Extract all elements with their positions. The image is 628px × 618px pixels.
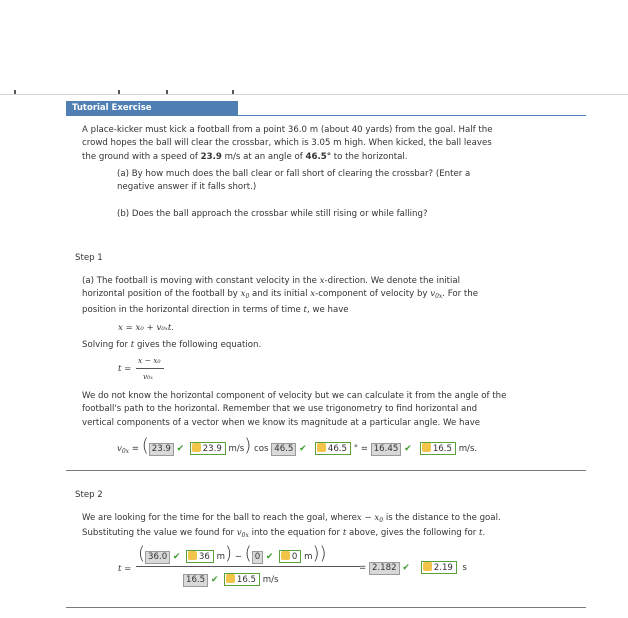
text: , we have bbox=[306, 304, 349, 315]
text: -component of velocity by bbox=[315, 289, 431, 300]
t-answer-input[interactable] bbox=[421, 561, 457, 574]
question-line: negative answer if it falls short.) bbox=[117, 182, 257, 193]
answer-value: 23.9 bbox=[202, 444, 222, 454]
angle-value: 46.5° bbox=[305, 151, 331, 162]
speed-given-box: 23.9 bbox=[149, 443, 174, 456]
problem-statement bbox=[82, 124, 582, 164]
step2-line bbox=[82, 512, 582, 527]
fraction-line bbox=[136, 566, 360, 567]
text: Solving for bbox=[82, 340, 131, 350]
result-given-box: 16.45 bbox=[371, 443, 402, 456]
text: . For the bbox=[442, 289, 479, 300]
key-icon bbox=[192, 443, 201, 452]
step1-line: football's path to the horizontal. Remember that we use trigonometry to find horizontal and bbox=[82, 404, 478, 415]
step1-text bbox=[82, 275, 582, 317]
key-icon bbox=[423, 562, 432, 571]
header-rule bbox=[66, 115, 586, 116]
paren-close: ) bbox=[244, 435, 252, 456]
x0-answer-input[interactable] bbox=[279, 550, 301, 563]
check-icon: ✔ bbox=[402, 563, 410, 573]
t-result bbox=[359, 561, 467, 575]
text: gives the following equation. bbox=[134, 340, 262, 350]
step1-line: We do not know the horizontal component of velocity but we can calculate it from the angle of the bbox=[82, 391, 507, 401]
key-icon bbox=[422, 443, 431, 452]
key-icon bbox=[317, 443, 326, 452]
answer-value: 16.5 bbox=[432, 444, 452, 454]
position-equation: x = x₀ + v₀ₓt. bbox=[118, 323, 175, 333]
solving-text bbox=[82, 339, 261, 352]
check-icon: ✔ bbox=[172, 552, 181, 562]
equals: = bbox=[360, 444, 368, 454]
part-b-question: (b) Does the ball approach the crossbar while still rising or while falling? bbox=[117, 209, 428, 219]
sym: x bbox=[240, 289, 246, 300]
t-equals: t = bbox=[118, 564, 132, 574]
step2-label: Step 2 bbox=[75, 490, 103, 500]
unit: m bbox=[304, 552, 313, 562]
unit: m bbox=[216, 552, 225, 562]
fraction-line bbox=[136, 368, 164, 369]
equals: = bbox=[359, 563, 367, 573]
angle-answer-input[interactable] bbox=[315, 442, 351, 455]
top-divider bbox=[0, 94, 628, 95]
var-x0: $x_0$ bbox=[240, 289, 250, 301]
paren-close: ) bbox=[319, 543, 327, 564]
t-given-box: 2.182 bbox=[369, 562, 400, 575]
step1-line bbox=[82, 288, 582, 303]
var-t: t bbox=[303, 304, 307, 315]
problem-line bbox=[82, 151, 582, 164]
part-a-question bbox=[117, 168, 557, 195]
var-t: t bbox=[479, 528, 483, 539]
step2-line bbox=[82, 527, 582, 542]
unit: m/s. bbox=[458, 444, 478, 454]
paren-close: ) bbox=[224, 543, 232, 564]
text: (a) The football is moving with constant velocity in the bbox=[82, 276, 320, 286]
paren-open: ( bbox=[138, 543, 146, 564]
answer-value: 0 bbox=[291, 552, 298, 562]
key-icon bbox=[188, 551, 197, 560]
equals: = bbox=[131, 444, 139, 454]
var-t: t bbox=[130, 340, 135, 350]
text: Substituting the value we found for bbox=[82, 528, 237, 539]
top-toolbar bbox=[0, 0, 628, 94]
den-answer-input[interactable] bbox=[224, 573, 260, 586]
step2-text bbox=[82, 512, 582, 543]
paren-close: ) bbox=[312, 543, 320, 564]
var-v0x: $v_{0x}$ bbox=[430, 289, 443, 301]
minus: − bbox=[234, 552, 242, 562]
speed-answer-input[interactable] bbox=[190, 442, 226, 455]
step1-line bbox=[82, 304, 582, 317]
text: is the distance to the goal. bbox=[383, 513, 501, 523]
key-icon bbox=[226, 574, 235, 583]
step-divider bbox=[66, 470, 586, 471]
t-denominator: v₀ₓ bbox=[143, 372, 153, 381]
text: to the horizontal. bbox=[331, 151, 408, 162]
cos-label: cos bbox=[254, 444, 269, 454]
check-icon: ✔ bbox=[176, 444, 185, 454]
paren-open: ( bbox=[244, 543, 252, 564]
answer-value: 16.5 bbox=[236, 575, 257, 585]
text: above, gives the following for bbox=[346, 528, 480, 539]
text: into the equation for bbox=[248, 528, 343, 539]
answer-value: 36 bbox=[198, 552, 210, 562]
sym: v bbox=[430, 289, 436, 300]
x-minus-x0: $x - x_0$ bbox=[356, 513, 384, 524]
text: . bbox=[482, 528, 486, 539]
unit: m/s bbox=[228, 444, 245, 454]
tutorial-header: Tutorial Exercise bbox=[66, 101, 238, 115]
key-icon bbox=[281, 551, 290, 560]
den-given-box: 16.5 bbox=[183, 574, 208, 587]
var-t: t bbox=[342, 528, 347, 539]
text: and its initial bbox=[249, 289, 311, 300]
degree-symbol: ° bbox=[353, 444, 359, 454]
check-icon: ✔ bbox=[299, 444, 307, 454]
x-given-box: 36.0 bbox=[145, 551, 170, 564]
answer-value: 2.19 bbox=[433, 563, 453, 573]
text: -direction. We denote the initial bbox=[324, 276, 461, 286]
result-answer-input[interactable] bbox=[420, 442, 456, 455]
step1-label: Step 1 bbox=[75, 253, 103, 263]
var-x: x bbox=[319, 276, 325, 286]
step1-line: vertical components of a vector when we know its magnitude at a particular angle. We have bbox=[82, 417, 481, 428]
t-denominator-expression bbox=[183, 573, 279, 587]
text: horizontal position of the football by bbox=[82, 289, 241, 300]
unit: s bbox=[462, 563, 467, 573]
var-v0x: $v_{0x}$ bbox=[236, 528, 249, 540]
angle-given-box: 46.5 bbox=[271, 443, 296, 456]
v0x-calculation bbox=[117, 437, 477, 458]
step1-explanation bbox=[82, 390, 582, 430]
var-x: x bbox=[310, 289, 316, 300]
t-equals: t = bbox=[118, 364, 132, 374]
sym: x − x bbox=[356, 513, 380, 523]
unit: m/s bbox=[262, 575, 279, 585]
check-icon: ✔ bbox=[265, 552, 274, 562]
t-numerator: x − x₀ bbox=[138, 356, 161, 365]
text: m/s at an angle of bbox=[221, 151, 306, 162]
speed-value: 23.9 bbox=[200, 151, 222, 162]
check-icon: ✔ bbox=[210, 575, 219, 585]
step1-line bbox=[82, 275, 582, 288]
answer-value: 46.5 bbox=[327, 444, 348, 454]
problem-line: A place-kicker must kick a football from a point 36.0 m (about 40 yards) from the goal. Half the bbox=[82, 125, 493, 135]
sym: v bbox=[117, 444, 122, 454]
problem-line: crowd hopes the ball will clear the crossbar, which is 3.05 m high. When kicked, the ball leaves bbox=[82, 138, 492, 149]
v0x-label: $v_{0x}$ bbox=[117, 444, 130, 455]
question-line: (a) By how much does the ball clear or fall short of clearing the crossbar? (Enter a bbox=[117, 169, 471, 179]
t-numerator-expression bbox=[138, 545, 327, 564]
x0-given-box: 0 bbox=[252, 551, 263, 564]
paren-open: ( bbox=[141, 435, 149, 456]
text: position in the horizontal direction in terms of time bbox=[82, 304, 304, 315]
x-answer-input[interactable] bbox=[186, 550, 214, 563]
text: We are looking for the time for the ball to reach the goal, where bbox=[82, 513, 357, 523]
check-icon: ✔ bbox=[404, 444, 412, 454]
text: the ground with a speed of bbox=[82, 151, 201, 162]
step-divider bbox=[66, 607, 586, 608]
sym: v bbox=[236, 528, 242, 539]
